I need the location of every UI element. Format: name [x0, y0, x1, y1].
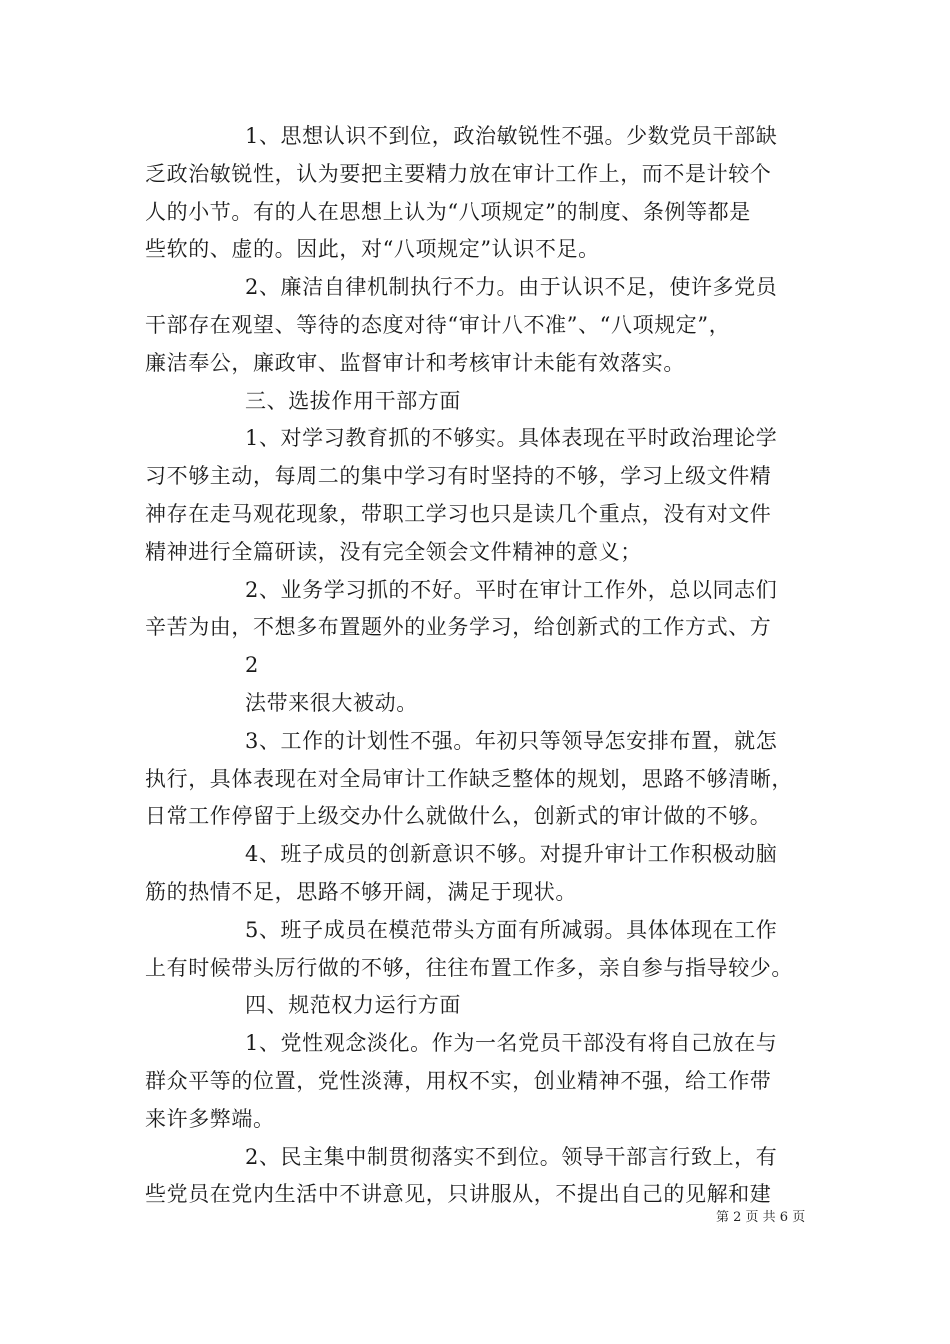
text-line: 四、规范权力运行方面	[245, 993, 461, 1018]
text-line: 1、党性观念淡化。作为一名党员干部没有将自己放在与	[245, 1031, 778, 1056]
text-line: 2、廉洁自律机制执行不力。由于认识不足，使许多党员	[245, 275, 778, 300]
document-body	[145, 118, 810, 1214]
text-line: 执行，具体表现在对全局审计工作缺乏整体的规划，思路不够清晰，	[145, 766, 793, 791]
text-line: 1、对学习教育抓的不够实。具体表现在平时政治理论学	[245, 426, 778, 451]
page-footer: 第 2 页 共 6 页	[716, 1210, 806, 1225]
text-line: 来许多弊端。	[145, 1106, 275, 1131]
text-line: 2	[245, 653, 259, 678]
text-line: 法带来很大被动。	[245, 690, 418, 715]
text-line: 干部存在观望、等待的态度对待“审计八不准”、“八项规定”，	[145, 312, 731, 337]
text-line: 2、业务学习抓的不好。平时在审计工作外，总以同志们	[245, 577, 778, 602]
text-line: 习不够主动，每周二的集中学习有时坚持的不够，学习上级文件精	[145, 464, 772, 489]
text-line: 人的小节。有的人在思想上认为“八项规定”的制度、条例等都是	[145, 199, 751, 224]
text-line: 些软的、虚的。因此，对“八项规定”认识不足。	[145, 237, 600, 262]
text-line: 三、选拔作用干部方面	[245, 388, 461, 413]
text-line: 筋的热情不足，思路不够开阔，满足于现状。	[145, 879, 577, 904]
text-line: 精神进行全篇研读，没有完全领会文件精神的意义；	[145, 539, 642, 564]
text-line: 群众平等的位置，党性淡薄，用权不实，创业精神不强，给工作带	[145, 1068, 772, 1093]
text-line: 日常工作停留于上级交办什么就做什么，创新式的审计做的不够。	[145, 804, 772, 829]
text-line: 上有时候带头厉行做的不够，往往布置工作多，亲自参与指导较少。	[145, 955, 793, 980]
text-line: 3、工作的计划性不强。年初只等领导怎安排布置，就怎	[245, 728, 778, 753]
text-line: 2、民主集中制贯彻落实不到位。领导干部言行致上，有	[245, 1144, 778, 1169]
text-line: 乏政治敏锐性，认为要把主要精力放在审计工作上，而不是计较个	[145, 161, 772, 186]
text-line: 些党员在党内生活中不讲意见，只讲服从，不提出自己的见解和建	[145, 1182, 772, 1207]
text-line: 1、思想认识不到位，政治敏锐性不强。少数党员干部缺	[245, 124, 778, 148]
text-line: 4、班子成员的创新意识不够。对提升审计工作积极动脑	[245, 842, 778, 867]
text-line: 5、班子成员在模范带头方面有所减弱。具体体现在工作	[245, 917, 778, 942]
text-line: 廉洁奉公，廉政审、监督审计和考核审计未能有效落实。	[145, 350, 685, 375]
text-line: 辛苦为由，不想多布置题外的业务学习，给创新式的工作方式、方	[145, 615, 772, 640]
text-line: 神存在走马观花现象，带职工学习也只是读几个重点，没有对文件	[145, 501, 772, 526]
